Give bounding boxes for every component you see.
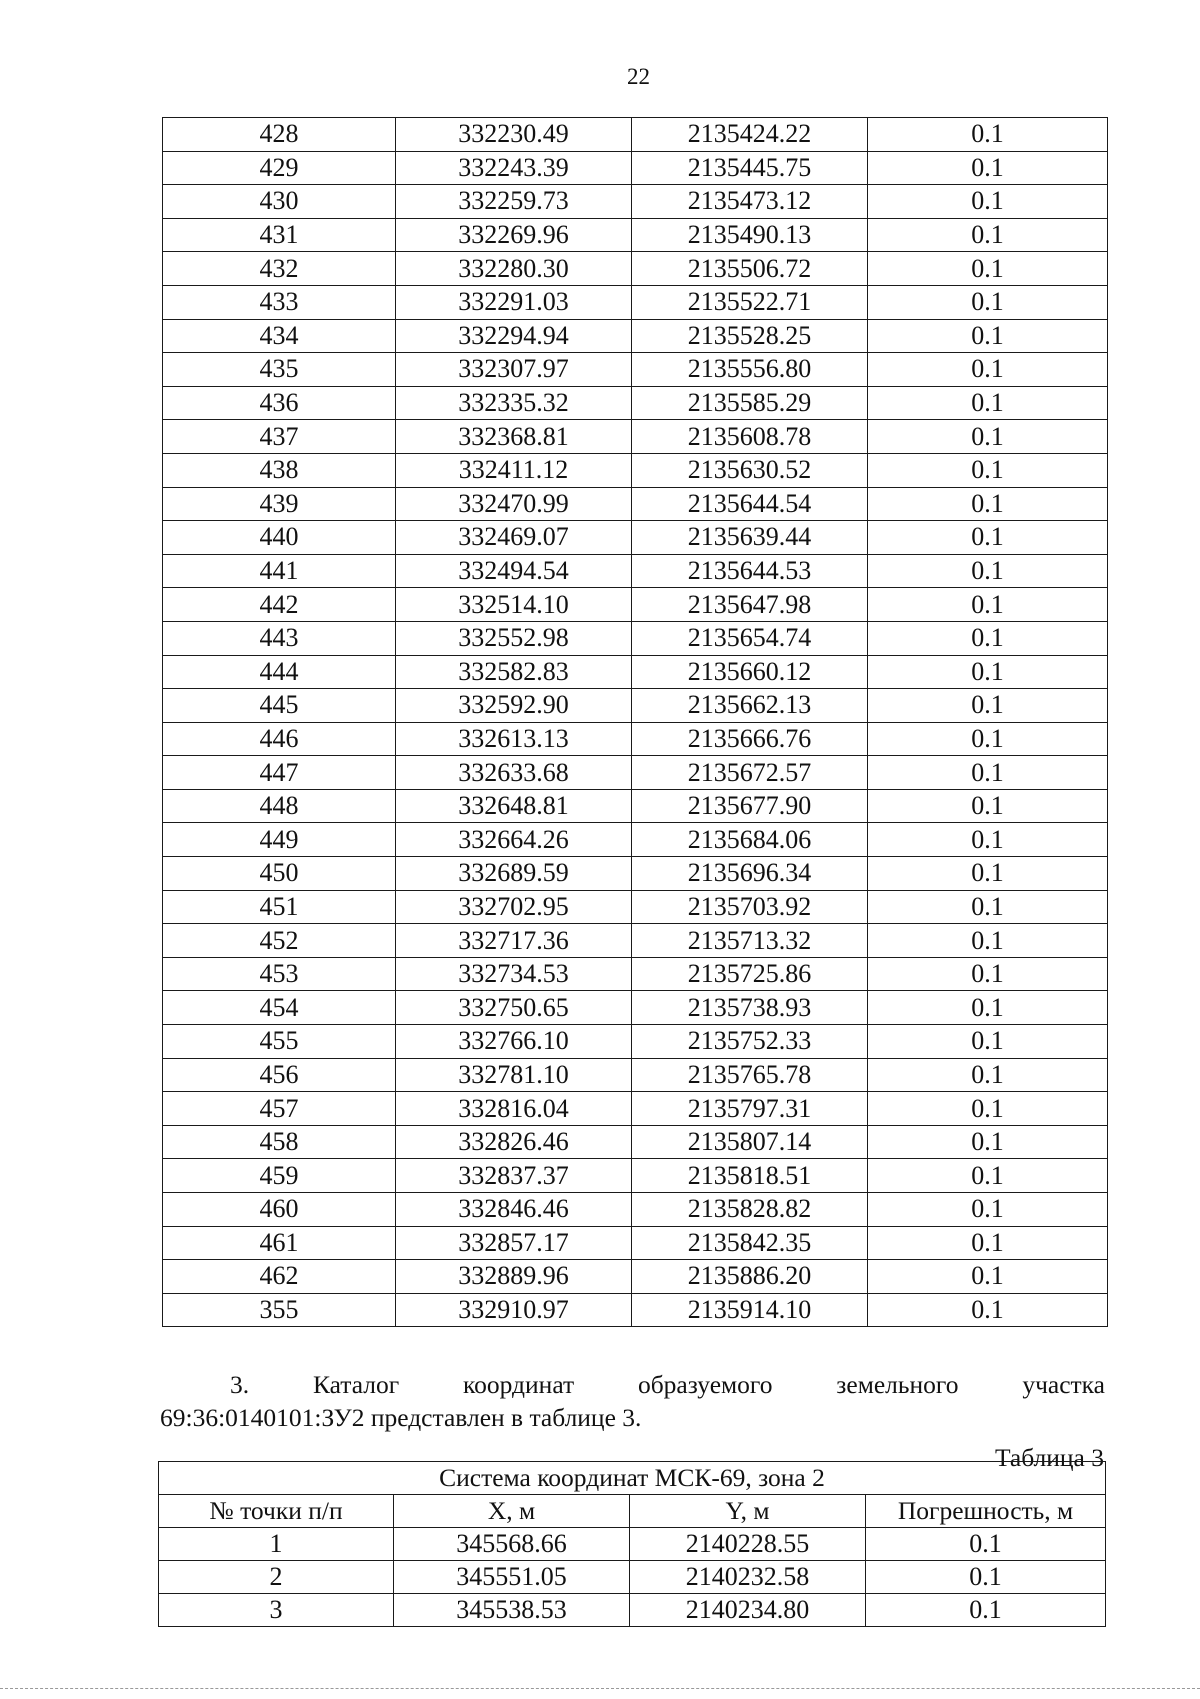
y-coordinate-cell: 2135644.54 — [632, 487, 868, 521]
point-number-cell: 3 — [159, 1594, 394, 1627]
error-cell: 0.1 — [868, 722, 1108, 756]
point-number-cell: 451 — [163, 890, 396, 924]
point-number-cell: 459 — [163, 1159, 396, 1193]
x-coordinate-cell: 332702.95 — [396, 890, 632, 924]
y-coordinate-cell: 2135842.35 — [632, 1226, 868, 1260]
point-number-cell: 443 — [163, 621, 396, 655]
x-coordinate-cell: 332826.46 — [396, 1125, 632, 1159]
y-coordinate-cell: 2135445.75 — [632, 151, 868, 185]
error-cell: 0.1 — [868, 118, 1108, 152]
x-coordinate-cell: 332837.37 — [396, 1159, 632, 1193]
error-cell: 0.1 — [868, 1025, 1108, 1059]
point-number-cell: 1 — [159, 1528, 394, 1561]
header-point-number: № точки п/п — [159, 1495, 394, 1528]
table-row — [163, 1092, 1108, 1126]
point-number-cell: 455 — [163, 1025, 396, 1059]
table-3-row — [159, 1528, 1106, 1561]
coordinates-table-continued — [162, 117, 1108, 1327]
table-row — [163, 420, 1108, 454]
error-cell: 0.1 — [868, 218, 1108, 252]
x-coordinate-cell: 345568.66 — [394, 1528, 630, 1561]
x-coordinate-cell: 332307.97 — [396, 353, 632, 387]
x-coordinate-cell: 332717.36 — [396, 924, 632, 958]
error-cell: 0.1 — [866, 1594, 1106, 1627]
error-cell: 0.1 — [868, 453, 1108, 487]
table-row — [163, 252, 1108, 286]
point-number-cell: 446 — [163, 722, 396, 756]
y-coordinate-cell: 2135608.78 — [632, 420, 868, 454]
error-cell: 0.1 — [868, 185, 1108, 219]
x-coordinate-cell: 332689.59 — [396, 857, 632, 891]
point-number-cell: 461 — [163, 1226, 396, 1260]
point-number-cell: 355 — [163, 1293, 396, 1327]
table-row — [163, 218, 1108, 252]
error-cell: 0.1 — [868, 521, 1108, 555]
point-number-cell: 436 — [163, 386, 396, 420]
x-coordinate-cell: 332368.81 — [396, 420, 632, 454]
y-coordinate-cell: 2140232.58 — [630, 1561, 866, 1594]
error-cell: 0.1 — [868, 756, 1108, 790]
table-3-title-row — [159, 1462, 1106, 1495]
x-coordinate-cell: 332664.26 — [396, 823, 632, 857]
error-cell: 0.1 — [868, 1293, 1108, 1327]
x-coordinate-cell: 332734.53 — [396, 957, 632, 991]
table-row — [163, 1025, 1108, 1059]
y-coordinate-cell: 2135886.20 — [632, 1260, 868, 1294]
y-coordinate-cell: 2135654.74 — [632, 621, 868, 655]
error-cell: 0.1 — [868, 1226, 1108, 1260]
x-coordinate-cell: 332857.17 — [396, 1226, 632, 1260]
point-number-cell: 437 — [163, 420, 396, 454]
y-coordinate-cell: 2135738.93 — [632, 991, 868, 1025]
table-row — [163, 386, 1108, 420]
y-coordinate-cell: 2135473.12 — [632, 185, 868, 219]
point-number-cell: 441 — [163, 554, 396, 588]
table-row — [163, 185, 1108, 219]
y-coordinate-cell: 2135424.22 — [632, 118, 868, 152]
x-coordinate-cell: 332514.10 — [396, 588, 632, 622]
y-coordinate-cell: 2135528.25 — [632, 319, 868, 353]
table-3-caption: Таблица 3 — [994, 1443, 1104, 1472]
y-coordinate-cell: 2135490.13 — [632, 218, 868, 252]
x-coordinate-cell: 332613.13 — [396, 722, 632, 756]
error-cell: 0.1 — [868, 151, 1108, 185]
table-3-body — [159, 1462, 1106, 1627]
x-coordinate-cell: 332846.46 — [396, 1193, 632, 1227]
point-number-cell: 462 — [163, 1260, 396, 1294]
error-cell: 0.1 — [868, 991, 1108, 1025]
x-coordinate-cell: 332766.10 — [396, 1025, 632, 1059]
y-coordinate-cell: 2135672.57 — [632, 756, 868, 790]
point-number-cell: 438 — [163, 453, 396, 487]
point-number-cell: 454 — [163, 991, 396, 1025]
point-number-cell: 452 — [163, 924, 396, 958]
paragraph-line-1: 3. Каталог координат образуемого земельного участка — [230, 1370, 1105, 1399]
x-coordinate-cell: 332259.73 — [396, 185, 632, 219]
point-number-cell: 429 — [163, 151, 396, 185]
coordinates-table-body — [163, 118, 1108, 1327]
header-y: Y, м — [630, 1495, 866, 1528]
error-cell: 0.1 — [868, 1125, 1108, 1159]
x-coordinate-cell: 332470.99 — [396, 487, 632, 521]
y-coordinate-cell: 2140228.55 — [630, 1528, 866, 1561]
x-coordinate-cell: 332294.94 — [396, 319, 632, 353]
table-3-header-row — [159, 1495, 1106, 1528]
table-row — [163, 521, 1108, 555]
table-row — [163, 588, 1108, 622]
point-number-cell: 458 — [163, 1125, 396, 1159]
error-cell: 0.1 — [868, 285, 1108, 319]
y-coordinate-cell: 2135677.90 — [632, 789, 868, 823]
y-coordinate-cell: 2140234.80 — [630, 1594, 866, 1627]
table-row — [163, 1058, 1108, 1092]
y-coordinate-cell: 2135696.34 — [632, 857, 868, 891]
point-number-cell: 447 — [163, 756, 396, 790]
y-coordinate-cell: 2135828.82 — [632, 1193, 868, 1227]
y-coordinate-cell: 2135765.78 — [632, 1058, 868, 1092]
y-coordinate-cell: 2135807.14 — [632, 1125, 868, 1159]
table-row — [163, 890, 1108, 924]
table-row — [163, 789, 1108, 823]
point-number-cell: 445 — [163, 689, 396, 723]
error-cell: 0.1 — [868, 890, 1108, 924]
paragraph-line-2: 69:36:0140101:ЗУ2 представлен в таблице 3. — [160, 1403, 642, 1432]
y-coordinate-cell: 2135630.52 — [632, 453, 868, 487]
table-row — [163, 722, 1108, 756]
y-coordinate-cell: 2135662.13 — [632, 689, 868, 723]
point-number-cell: 2 — [159, 1561, 394, 1594]
y-coordinate-cell: 2135666.76 — [632, 722, 868, 756]
header-x: X, м — [394, 1495, 630, 1528]
coordinate-system-title: Система координат МСК-69, зона 2 — [159, 1462, 1106, 1495]
error-cell: 0.1 — [868, 319, 1108, 353]
error-cell: 0.1 — [866, 1561, 1106, 1594]
y-coordinate-cell: 2135684.06 — [632, 823, 868, 857]
table-row — [163, 991, 1108, 1025]
table-row — [163, 118, 1108, 152]
table-row — [163, 621, 1108, 655]
y-coordinate-cell: 2135797.31 — [632, 1092, 868, 1126]
point-number-cell: 428 — [163, 118, 396, 152]
error-cell: 0.1 — [868, 353, 1108, 387]
error-cell: 0.1 — [868, 554, 1108, 588]
point-number-cell: 439 — [163, 487, 396, 521]
error-cell: 0.1 — [868, 621, 1108, 655]
x-coordinate-cell: 332335.32 — [396, 386, 632, 420]
point-number-cell: 434 — [163, 319, 396, 353]
y-coordinate-cell: 2135644.53 — [632, 554, 868, 588]
table-row — [163, 756, 1108, 790]
y-coordinate-cell: 2135725.86 — [632, 957, 868, 991]
table-row — [163, 151, 1108, 185]
table-row — [163, 353, 1108, 387]
catalog-paragraph — [160, 1368, 1105, 1434]
error-cell: 0.1 — [868, 420, 1108, 454]
x-coordinate-cell: 332648.81 — [396, 789, 632, 823]
point-number-cell: 430 — [163, 185, 396, 219]
y-coordinate-cell: 2135660.12 — [632, 655, 868, 689]
table-row — [163, 655, 1108, 689]
point-number-cell: 449 — [163, 823, 396, 857]
x-coordinate-cell: 345538.53 — [394, 1594, 630, 1627]
x-coordinate-cell: 332816.04 — [396, 1092, 632, 1126]
y-coordinate-cell: 2135752.33 — [632, 1025, 868, 1059]
y-coordinate-cell: 2135703.92 — [632, 890, 868, 924]
y-coordinate-cell: 2135713.32 — [632, 924, 868, 958]
table-row — [163, 957, 1108, 991]
table-row — [163, 285, 1108, 319]
point-number-cell: 456 — [163, 1058, 396, 1092]
error-cell: 0.1 — [868, 655, 1108, 689]
header-error: Погрешность, м — [866, 1495, 1106, 1528]
table-row — [163, 487, 1108, 521]
error-cell: 0.1 — [868, 1159, 1108, 1193]
x-coordinate-cell: 332280.30 — [396, 252, 632, 286]
error-cell: 0.1 — [866, 1528, 1106, 1561]
point-number-cell: 453 — [163, 957, 396, 991]
y-coordinate-cell: 2135647.98 — [632, 588, 868, 622]
x-coordinate-cell: 332552.98 — [396, 621, 632, 655]
table-row — [163, 1226, 1108, 1260]
x-coordinate-cell: 332230.49 — [396, 118, 632, 152]
x-coordinate-cell: 332592.90 — [396, 689, 632, 723]
point-number-cell: 435 — [163, 353, 396, 387]
point-number-cell: 432 — [163, 252, 396, 286]
error-cell: 0.1 — [868, 386, 1108, 420]
error-cell: 0.1 — [868, 252, 1108, 286]
table-row — [163, 1260, 1108, 1294]
table-row — [163, 1193, 1108, 1227]
y-coordinate-cell: 2135914.10 — [632, 1293, 868, 1327]
table-3 — [158, 1461, 1106, 1627]
y-coordinate-cell: 2135522.71 — [632, 285, 868, 319]
table-3-row — [159, 1561, 1106, 1594]
table-row — [163, 319, 1108, 353]
y-coordinate-cell: 2135585.29 — [632, 386, 868, 420]
x-coordinate-cell: 332494.54 — [396, 554, 632, 588]
table-row — [163, 453, 1108, 487]
error-cell: 0.1 — [868, 789, 1108, 823]
error-cell: 0.1 — [868, 1092, 1108, 1126]
point-number-cell: 431 — [163, 218, 396, 252]
x-coordinate-cell: 332633.68 — [396, 756, 632, 790]
error-cell: 0.1 — [868, 857, 1108, 891]
x-coordinate-cell: 332243.39 — [396, 151, 632, 185]
x-coordinate-cell: 345551.05 — [394, 1561, 630, 1594]
table-row — [163, 689, 1108, 723]
table-row — [163, 1293, 1108, 1327]
error-cell: 0.1 — [868, 823, 1108, 857]
error-cell: 0.1 — [868, 924, 1108, 958]
error-cell: 0.1 — [868, 1193, 1108, 1227]
table-row — [163, 554, 1108, 588]
x-coordinate-cell: 332781.10 — [396, 1058, 632, 1092]
x-coordinate-cell: 332750.65 — [396, 991, 632, 1025]
y-coordinate-cell: 2135506.72 — [632, 252, 868, 286]
point-number-cell: 460 — [163, 1193, 396, 1227]
x-coordinate-cell: 332269.96 — [396, 218, 632, 252]
error-cell: 0.1 — [868, 588, 1108, 622]
point-number-cell: 440 — [163, 521, 396, 555]
x-coordinate-cell: 332910.97 — [396, 1293, 632, 1327]
error-cell: 0.1 — [868, 1058, 1108, 1092]
page-bottom-rule — [0, 1688, 1200, 1689]
page-number: 22 — [627, 64, 650, 89]
point-number-cell: 450 — [163, 857, 396, 891]
table-row — [163, 1159, 1108, 1193]
table-row — [163, 823, 1108, 857]
x-coordinate-cell: 332582.83 — [396, 655, 632, 689]
x-coordinate-cell: 332291.03 — [396, 285, 632, 319]
error-cell: 0.1 — [868, 487, 1108, 521]
table-row — [163, 924, 1108, 958]
table-row — [163, 857, 1108, 891]
x-coordinate-cell: 332469.07 — [396, 521, 632, 555]
error-cell: 0.1 — [868, 689, 1108, 723]
table-3-row — [159, 1594, 1106, 1627]
point-number-cell: 457 — [163, 1092, 396, 1126]
table-row — [163, 1125, 1108, 1159]
error-cell: 0.1 — [868, 1260, 1108, 1294]
point-number-cell: 442 — [163, 588, 396, 622]
point-number-cell: 433 — [163, 285, 396, 319]
y-coordinate-cell: 2135818.51 — [632, 1159, 868, 1193]
x-coordinate-cell: 332411.12 — [396, 453, 632, 487]
y-coordinate-cell: 2135556.80 — [632, 353, 868, 387]
point-number-cell: 444 — [163, 655, 396, 689]
x-coordinate-cell: 332889.96 — [396, 1260, 632, 1294]
error-cell: 0.1 — [868, 957, 1108, 991]
y-coordinate-cell: 2135639.44 — [632, 521, 868, 555]
point-number-cell: 448 — [163, 789, 396, 823]
